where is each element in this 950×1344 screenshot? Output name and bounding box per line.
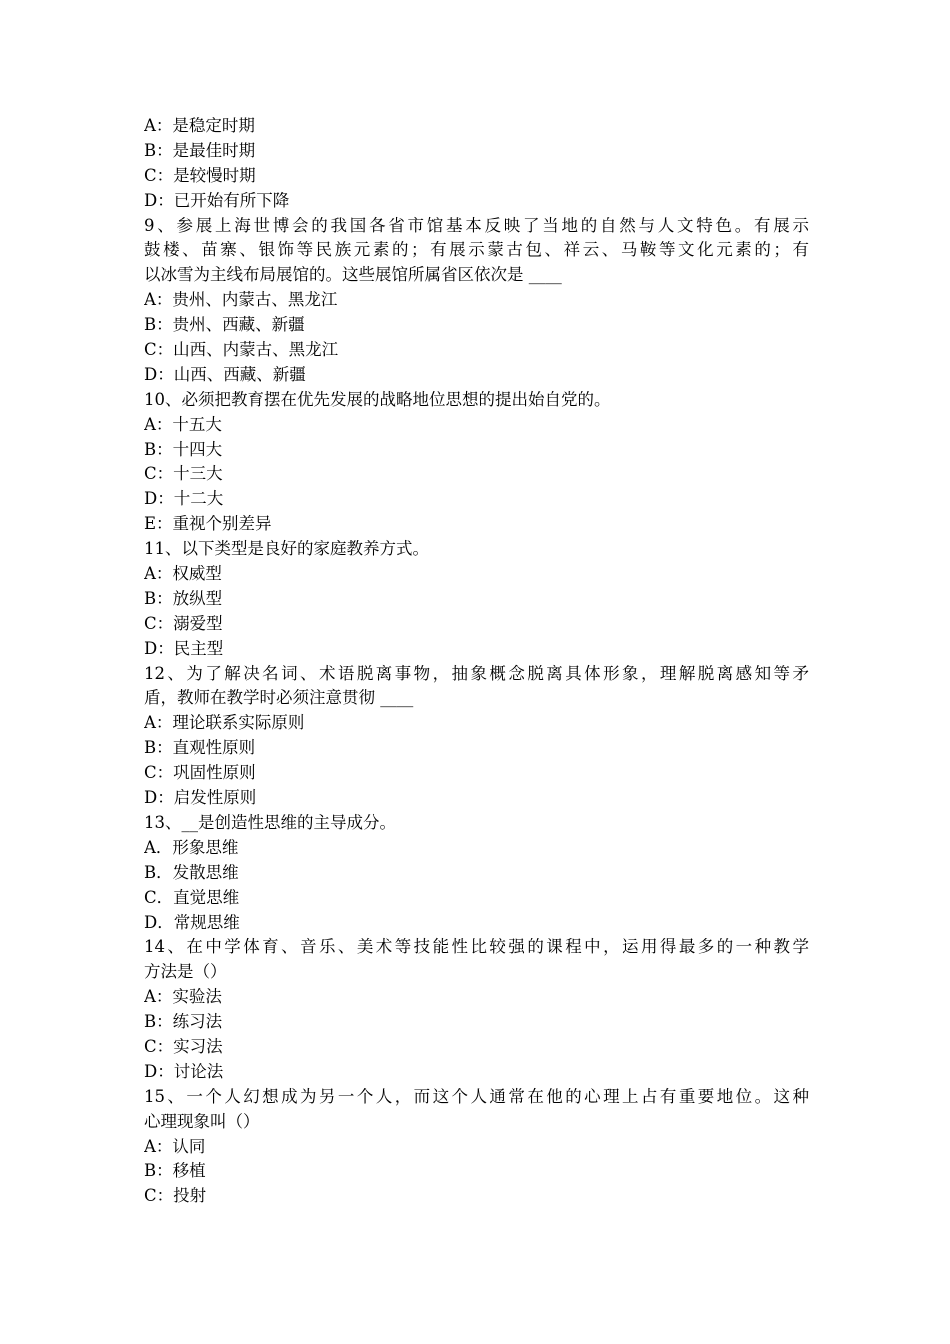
question-stem-line: 盾，教师在教学时必须注意贯彻 ____ — [144, 688, 414, 708]
answer-option: B：直观性原则 — [144, 738, 256, 758]
answer-option: C：是较慢时期 — [144, 165, 256, 185]
answer-option: B：是最佳时期 — [144, 140, 256, 160]
answer-option: D：讨论法 — [144, 1061, 224, 1081]
question-stem-line: 方法是（） — [144, 962, 227, 982]
answer-option: D：民主型 — [144, 638, 224, 658]
question-stem-line: 15、一个人幻想成为另一个人，而这个人通常在他的心理上占有重要地位。这种 — [144, 1086, 809, 1106]
answer-option: C：实习法 — [144, 1036, 223, 1056]
answer-option: C：山西、内蒙古、黑龙江 — [144, 340, 339, 360]
answer-option: A：十五大 — [144, 414, 222, 434]
answer-option: B：移植 — [144, 1161, 206, 1181]
answer-option: D：启发性原则 — [144, 788, 257, 808]
question-stem — [144, 935, 809, 985]
question-stem-line: 心理现象叫（） — [144, 1111, 260, 1131]
question-stem-line: 9、参展上海世博会的我国各省市馆基本反映了当地的自然与人文特色。有展示 — [144, 215, 809, 235]
answer-option: D：已开始有所下降 — [144, 190, 290, 210]
answer-option: A：贵州、内蒙古、黑龙江 — [144, 290, 338, 310]
question-stem-line: 12、为了解决名词、术语脱离事物，抽象概念脱离具体形象，理解脱离感知等矛 — [144, 663, 809, 683]
answer-option: B：十四大 — [144, 439, 223, 459]
answer-option: A：是稳定时期 — [144, 116, 255, 135]
answer-option: B：放纵型 — [144, 588, 223, 608]
answer-option: A：认同 — [144, 1136, 206, 1156]
answer-option: A：权威型 — [144, 564, 222, 584]
answer-option: B．发散思维 — [144, 862, 239, 882]
answer-option: C：投射 — [144, 1186, 207, 1206]
question-stem-line: 鼓楼、苗寨、银饰等民族元素的；有展示蒙古包、祥云、马鞍等文化元素的；有 — [144, 240, 809, 260]
answer-option: B：练习法 — [144, 1012, 223, 1032]
answer-option: B：贵州、西藏、新疆 — [144, 315, 305, 335]
answer-option: A．形象思维 — [144, 837, 239, 857]
question-list — [144, 114, 809, 1209]
question-stem-line: 10、必须把教育摆在优先发展的战略地位思想的提出始自党的。 — [144, 389, 611, 409]
question-stem-line: 以冰雪为主线布局展馆的。这些展馆所属省区依次是 ____ — [144, 265, 562, 285]
question-stem — [144, 811, 809, 836]
answer-option: C：溺爱型 — [144, 613, 223, 633]
question-stem — [144, 537, 809, 562]
answer-option: C：十三大 — [144, 464, 223, 484]
answer-option: D．常规思维 — [144, 912, 240, 932]
answer-option: C：巩固性原则 — [144, 763, 256, 783]
answer-option: C．直觉思维 — [144, 887, 240, 907]
answer-option: A：实验法 — [144, 987, 222, 1007]
answer-option: D：山西、西藏、新疆 — [144, 364, 306, 384]
question-stem — [144, 662, 809, 712]
question-stem — [144, 1085, 809, 1135]
question-stem — [144, 388, 809, 413]
question-stem-line: 13、__是创造性思维的主导成分。 — [144, 812, 396, 832]
question-stem-line: 14、在中学体育、音乐、美术等技能性比较强的课程中，运用得最多的一种教学 — [144, 937, 809, 957]
answer-option: A：理论联系实际原则 — [144, 713, 305, 733]
answer-option: E：重视个别差异 — [144, 514, 272, 534]
answer-option: D：十二大 — [144, 489, 224, 509]
question-stem — [144, 214, 809, 289]
question-stem-line: 11、以下类型是良好的家庭教养方式。 — [144, 539, 429, 559]
